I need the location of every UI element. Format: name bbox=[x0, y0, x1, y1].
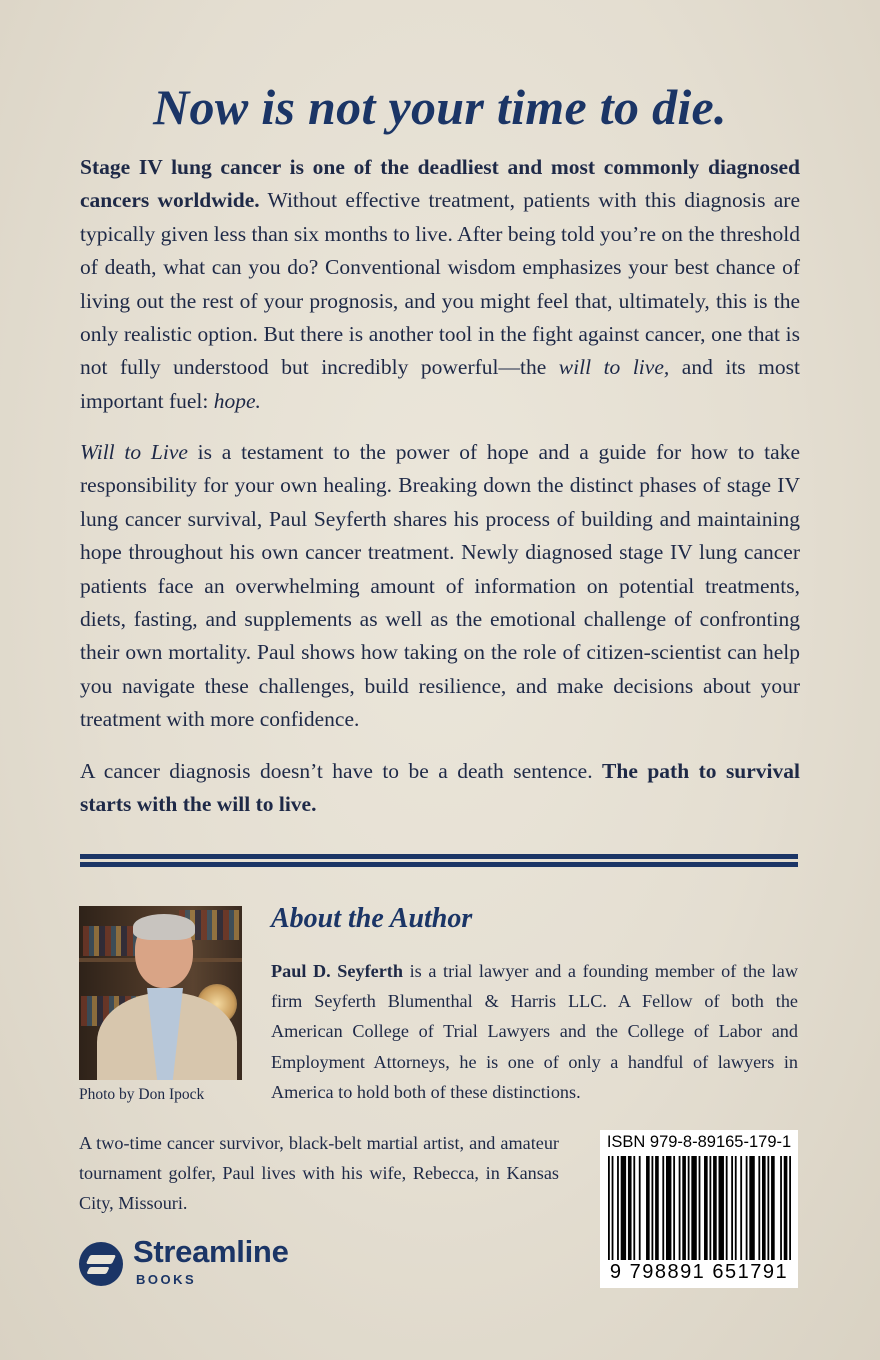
barcode-bar bbox=[655, 1156, 659, 1260]
divider-rule-top bbox=[80, 854, 798, 859]
barcode-bar bbox=[646, 1156, 650, 1260]
barcode-bar bbox=[726, 1156, 728, 1260]
author-bio-1-text: is a trial lawyer and a founding member of the law firm Seyferth Blumenthal & Harris LLC. A Fellow of both the American College of Trial Lawyers and the College of Labor and Employment Attorneys, he is one of only a handful of lawyers in America to hold both of these distinctions. bbox=[271, 961, 798, 1102]
barcode-bar bbox=[679, 1156, 681, 1260]
author-name: Paul D. Seyferth bbox=[271, 961, 403, 981]
author-bio-2: A two-time cancer survivor, black-belt martial artist, and amateur tournament golfer, Paul lives with his wife, Rebecca, in Kansas City, Missouri. bbox=[79, 1133, 559, 1214]
blurb-lead-bold: Stage IV lung cancer is one of the deadliest and most commonly diagnosed cancers worldwide. bbox=[80, 155, 800, 213]
barcode-bar bbox=[771, 1156, 775, 1260]
barcode-bar bbox=[699, 1156, 701, 1260]
barcode-bars bbox=[608, 1156, 791, 1260]
barcode-bar bbox=[767, 1156, 769, 1260]
barcode-bar bbox=[709, 1156, 711, 1260]
barcode-bar bbox=[758, 1156, 760, 1260]
barcode-number: 9 798891 651791 bbox=[609, 1261, 789, 1283]
blurb-p3-text: A cancer diagnosis doesn’t have to be a death sentence. bbox=[80, 759, 603, 783]
barcode-bar bbox=[731, 1156, 733, 1260]
isbn-label: ISBN 979-8-89165-179-1 bbox=[606, 1133, 792, 1151]
blurb-p1-text2: and its most important fuel: bbox=[80, 355, 800, 413]
blurb-p1-text: Without effective treatment, patients with this diagnosis are typically given less than six months to live. After being told you’re on the threshold of death, what can you do? Conventional wisdom emphasizes your best chance of living out the rest of your prognosis, and you might feel that, ultimately, this is the only realistic option. But there is another tool in the fight against cancer, one that is not fully understood but incredibly powerful—the bbox=[80, 188, 800, 380]
isbn-barcode bbox=[600, 1130, 798, 1288]
streamline-logo-icon bbox=[79, 1242, 123, 1286]
barcode-bar bbox=[682, 1156, 686, 1260]
barcode-bar bbox=[780, 1156, 782, 1260]
about-title: About the Author bbox=[271, 903, 473, 934]
barcode-bar bbox=[673, 1156, 675, 1260]
barcode-bar bbox=[666, 1156, 671, 1260]
blurb-p2-text: is a testament to the power of hope and a guide for how to take responsibility for your own healing. Breaking down the distinct phases of stage IV lung cancer survival, Paul Seyferth shares his process of building and maintaining hope throughout his own cancer treatment. Newly diagnosed stage IV lung cancer patients face an overwhelming amount of information on potential treatments, diets, fasting, and supplements as well as the emotional challenge of confronting their own mortality. Paul shows how taking on the role of citizen-scientist can help you navigate these challenges, build resilience, and make decisions about your treatment with more confidence. bbox=[80, 440, 800, 732]
blurb-paragraph-3 bbox=[80, 755, 800, 822]
publisher-logo bbox=[79, 1234, 339, 1296]
blurb-p1-italic: will to live, bbox=[558, 355, 670, 380]
publisher-name: Streamline bbox=[133, 1234, 289, 1269]
barcode-bar bbox=[662, 1156, 664, 1260]
photo-caption: Photo by Don Ipock bbox=[79, 1086, 205, 1103]
barcode-bar bbox=[784, 1156, 788, 1260]
divider-rule-bottom bbox=[80, 862, 798, 867]
book-title-italic: Will to Live bbox=[80, 440, 188, 464]
blurb-paragraph-2 bbox=[80, 436, 800, 737]
barcode-bar bbox=[749, 1156, 754, 1260]
publisher-sub: BOOKS bbox=[136, 1272, 197, 1287]
barcode-bar bbox=[713, 1156, 717, 1260]
barcode-bar bbox=[608, 1156, 610, 1260]
barcode-bar bbox=[762, 1156, 766, 1260]
barcode-bar bbox=[746, 1156, 748, 1260]
headline: Now is not your time to die. bbox=[153, 79, 727, 135]
blurb-p3-bold: The path to survival starts with the will to live. bbox=[80, 759, 801, 817]
barcode-bar bbox=[789, 1156, 791, 1260]
barcode-bar bbox=[628, 1156, 632, 1260]
barcode-bar bbox=[704, 1156, 708, 1260]
barcode-bar bbox=[617, 1156, 619, 1260]
barcode-bar bbox=[740, 1156, 742, 1260]
author-bio-1 bbox=[271, 956, 798, 1107]
barcode-bar bbox=[612, 1156, 614, 1260]
author-photo bbox=[79, 906, 242, 1080]
barcode-bar bbox=[688, 1156, 690, 1260]
barcode-bar bbox=[621, 1156, 626, 1260]
barcode-bar bbox=[639, 1156, 641, 1260]
blurb-paragraph-1 bbox=[80, 151, 800, 418]
barcode-bar bbox=[691, 1156, 696, 1260]
barcode-bar bbox=[735, 1156, 737, 1260]
barcode-bar bbox=[651, 1156, 653, 1260]
author-hair bbox=[133, 914, 195, 940]
blurb-p1-italic2: hope. bbox=[213, 388, 261, 413]
barcode-bar bbox=[719, 1156, 724, 1260]
barcode-bar bbox=[633, 1156, 635, 1260]
